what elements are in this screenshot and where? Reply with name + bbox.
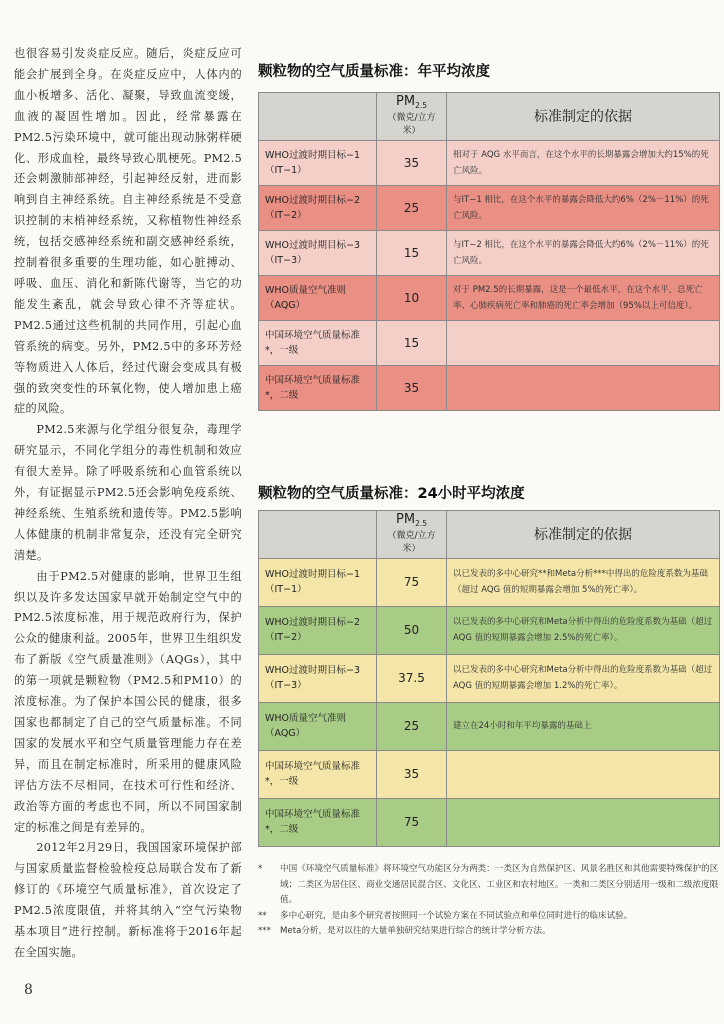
standard-name-cell: 中国环境空气质量标准*，一级	[259, 750, 377, 798]
value-cell: 10	[377, 275, 447, 320]
paragraph-2: PM2.5来源与化学组分很复杂，毒理学研究显示，不同化学组分的毒性机制和效应有很大差异。除了呼吸系统和心血管系统以外，有证据显示PM2.5还会影响免疫系统、神经系统、生殖系统和遗传等。PM2.5影响人体健康的机制非常复杂，还没有完全研究清楚。	[14, 423, 242, 562]
basis-description-cell: 与IT−2 相比，在这个水平的暴露会降低大约6%（2%－11%）的死亡风险。	[447, 230, 720, 275]
table-row	[259, 320, 720, 365]
basis-description-cell	[447, 365, 720, 410]
page-number: 8	[24, 982, 33, 998]
value-cell: 75	[377, 798, 447, 846]
table-row	[259, 275, 720, 320]
pm-subscript: 2.5	[415, 518, 427, 528]
basis-description-cell: 以已发表的多中心研究**和Meta分析***中得出的危险度系数为基础（超过 AQG 值的短期暴露会增加 5%的死亡率）。	[447, 558, 720, 606]
table-row	[259, 606, 720, 654]
basis-description-cell	[447, 320, 720, 365]
value-cell: 35	[377, 365, 447, 410]
value-cell: 75	[377, 558, 447, 606]
basis-description-cell: 与IT−1 相比，在这个水平的暴露会降低大约6%（2%－11%）的死亡风险。	[447, 185, 720, 230]
footnote-mark: **	[258, 910, 267, 921]
paragraph-3: 由于PM2.5对健康的影响，世界卫生组织以及许多发达国家早就开始制定空气中的PM2.5浓度标准，用于规范政府行为，保护公众的健康利益。2005年，世界卫生组织发布了新版《空气质量准则》（AQGs），其中的第一项就是颗粒物（PM2.5和PM10）的浓度标准。为了保护本国公民的健康，很多国家也都制定了自己的空气质量标准。不同国家的发展水平和空气质量管理能力存在差异，而且在制定标准时，所采用的健康风险评估方法不尽相同，在技术可行性和经济、政治等方面的考虑也不同，所以不同国家制定的标准之间是有差异的。	[14, 569, 242, 834]
value-cell: 15	[377, 320, 447, 365]
paragraph-4: 2012年2月29日，我国国家环境保护部与国家质量监督检验检疫总局联合发布了新修订的《环境空气质量标准》，首次设定了PM2.5浓度限值，并将其纳入“空气污染物基本项目”进行控制。新标准将于2016年起在全国实施。	[14, 841, 242, 959]
standard-name-cell: WHO过渡时期目标−1（IT−1）	[259, 140, 377, 185]
standard-name-cell: WHO过渡时期目标−3（IT−3）	[259, 230, 377, 275]
table-row	[259, 654, 720, 702]
daily-standards-table	[258, 510, 720, 847]
value-cell: 35	[377, 750, 447, 798]
table-row	[259, 702, 720, 750]
basis-description-cell: 以已发表的多中心研究和Meta分析中得出的危险度系数为基础（超过 AQG 值的短期暴露会增加 2.5%的死亡率）。	[447, 606, 720, 654]
table-row	[259, 230, 720, 275]
table-row	[259, 140, 720, 185]
table-row	[259, 185, 720, 230]
footnote-text: Meta分析，是对以往的大量单独研究结果进行综合的统计学分析方法。	[280, 926, 551, 936]
pm-subscript: 2.5	[415, 100, 427, 110]
pm-unit: （微克/立方米）	[387, 530, 436, 554]
value-cell: 15	[377, 230, 447, 275]
value-cell: 35	[377, 140, 447, 185]
footnote-text: 中国《环境空气质量标准》将环境空气功能区分为两类：一类区为自然保护区、风景名胜区和其他需要特殊保护的区域；二类区为居住区、商业交通居民混合区、文化区、工业区和农村地区。一类和二类区分别适用一级和二级浓度限值。	[280, 864, 719, 905]
standard-name-cell: 中国环境空气质量标准*，二级	[259, 365, 377, 410]
pm-label: PM	[396, 512, 416, 527]
standard-name-cell: WHO过渡时期目标−2（IT−2）	[259, 185, 377, 230]
pm-label: PM	[396, 94, 416, 109]
footnote	[258, 909, 720, 925]
standard-name-cell: WHO过渡时期目标−3（IT−3）	[259, 654, 377, 702]
pm-unit: （微克/立方米）	[387, 112, 436, 136]
basis-description-cell: 以已发表的多中心研究和Meta分析中得出的危险度系数为基础（超过 AQG 值的短期暴露会增加 1.2%的死亡率）。	[447, 654, 720, 702]
table-row	[259, 750, 720, 798]
annual-table-title: 颗粒物的空气质量标准：年平均浓度	[258, 64, 490, 80]
basis-description-cell	[447, 750, 720, 798]
header-pm25	[377, 511, 447, 559]
value-cell: 25	[377, 185, 447, 230]
table-row	[259, 798, 720, 846]
standard-name-cell: WHO过渡时期目标−1（IT−1）	[259, 558, 377, 606]
standard-name-cell: WHO过渡时期目标−2（IT−2）	[259, 606, 377, 654]
body-text-column	[14, 44, 242, 964]
footnote	[258, 862, 720, 909]
standard-name-cell: 中国环境空气质量标准*，一级	[259, 320, 377, 365]
header-blank	[259, 93, 377, 141]
basis-description-cell: 相对于 AQG 水平而言，在这个水平的长期暴露会增加大约15%的死亡风险。	[447, 140, 720, 185]
footnotes	[258, 862, 720, 940]
basis-description-cell: 对于 PM2.5的长期暴露，这是一个最低水平，在这个水平，总死亡率、心肺疾病死亡率和肺癌的死亡率会增加（95%以上可信度）。	[447, 275, 720, 320]
header-basis: 标准制定的依据	[447, 93, 720, 141]
footnote	[258, 924, 720, 940]
header-blank	[259, 511, 377, 559]
header-basis: 标准制定的依据	[447, 511, 720, 559]
table-row	[259, 365, 720, 410]
standard-name-cell: WHO质量空气准则（AQG）	[259, 275, 377, 320]
footnote-text: 多中心研究，是由多个研究者按照同一个试验方案在不同试验点和单位同时进行的临床试验。	[280, 910, 633, 921]
value-cell: 25	[377, 702, 447, 750]
annual-standards-table	[258, 92, 720, 411]
header-pm25	[377, 93, 447, 141]
standard-name-cell: 中国环境空气质量标准*，二级	[259, 798, 377, 846]
table-row	[259, 558, 720, 606]
value-cell: 50	[377, 606, 447, 654]
standard-name-cell: WHO质量空气准则（AQG）	[259, 702, 377, 750]
paragraph-1: 也很容易引发炎症反应。随后，炎症反应可能会扩展到全身。在炎症反应中，人体内的血小板增多、活化、凝聚，导致血流变缓，血液的凝固性增加。因此，经常暴露在PM2.5污染环境中，就可能出现动脉粥样硬化、形成血栓，最终导致心肌梗死。PM2.5还会刺激肺部神经，引起神经反射，进而影响到自主神经系统。自主神经系统是不受意识控制的末梢神经系统，又称植物性神经系统，包括交感神经系统和副交感神经系统，控制着很多重要的生理功能，如心脏搏动、呼吸、血压、消化和新陈代谢等，当它的功能发生紊乱，就会导致心律不齐等症状。PM2.5通过这些机制的共同作用，引起心血管系统的病变。另外，PM2.5中的多环芳烃等物质进入人体后，经过代谢会变成具有极强的致突变性的环氧化物，使人增加患上癌症的风险。	[14, 47, 242, 416]
footnote-mark: *	[258, 864, 263, 874]
basis-description-cell: 建立在24小时和年平均暴露的基础上	[447, 702, 720, 750]
value-cell: 37.5	[377, 654, 447, 702]
basis-description-cell	[447, 798, 720, 846]
footnote-mark: ***	[258, 926, 271, 936]
daily-table-title: 颗粒物的空气质量标准：24小时平均浓度	[258, 486, 525, 502]
